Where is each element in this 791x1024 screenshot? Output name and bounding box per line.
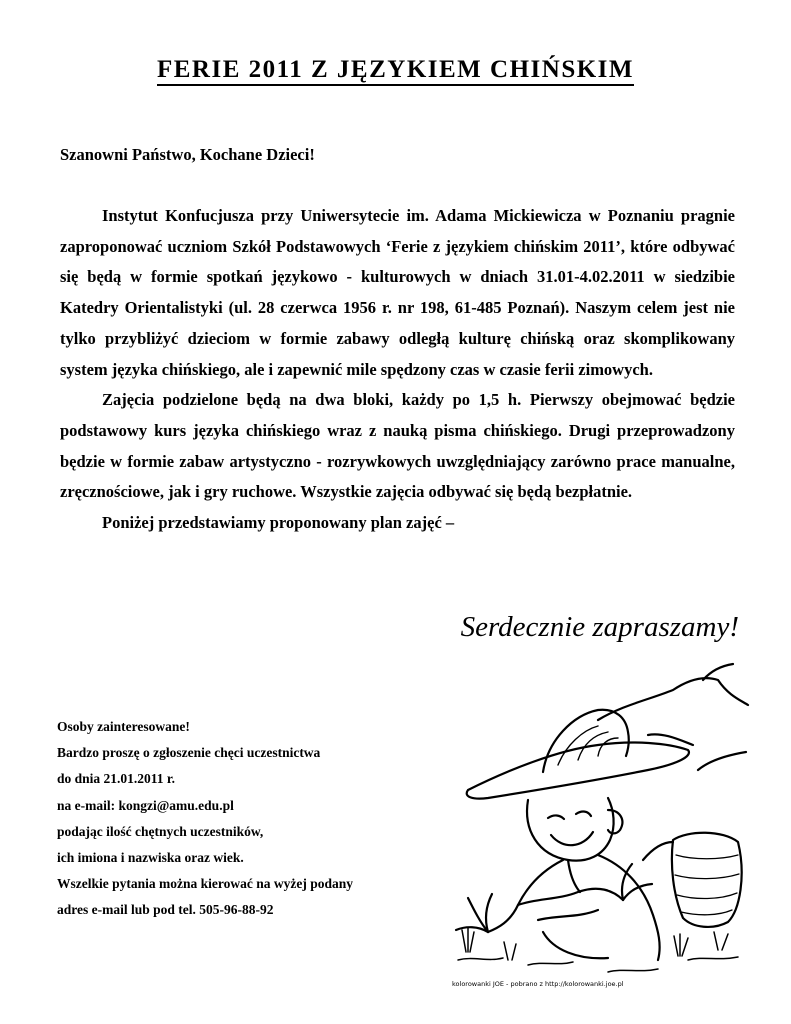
contact-line: do dnia 21.01.2011 r.	[57, 771, 176, 787]
greeting: Szanowni Państwo, Kochane Dzieci!	[60, 145, 315, 164]
document-title: FERIE 2011 Z JĘZYKIEM CHIŃSKIM	[0, 56, 791, 84]
contact-line: adres e-mail lub pod tel. 505-96-88-92	[57, 902, 274, 918]
contact-line: ich imiona i nazwiska oraz wiek.	[57, 850, 244, 866]
rice-farmer-illustration-icon	[448, 660, 753, 980]
image-credit: kolorowanki JOE - pobrano z http://kolorowanki.joe.pl	[452, 980, 624, 988]
invitation-text: Serdecznie zapraszamy!	[460, 611, 739, 643]
contact-line: Bardzo proszę o zgłoszenie chęci uczestnictwa	[57, 745, 321, 761]
paragraph-plan: Poniżej przedstawiamy proponowany plan zajęć –	[102, 513, 455, 533]
paragraph-classes: Zajęcia podzielone będą na dwa bloki, każdy po 1,5 h. Pierwszy obejmować będzie podstawowy kurs języka chińskiego wraz z nauką pisma chińskiego. Drugi przeprowadzony będzie w formie zabaw artystyczno - rozrywkowych uwzględniający zarówno prace manualne, zręcznościowe, jak i gry ruchowe. Wszystkie zajęcia odbywać się będą bezpłatnie.	[60, 390, 735, 502]
contact-line: Wszelkie pytania można kierować na wyżej podany	[57, 876, 353, 892]
contact-line: podając ilość chętnych uczestników,	[57, 823, 264, 839]
body-text	[60, 201, 735, 539]
contact-line: Osoby zainteresowane!	[57, 719, 190, 734]
contact-line: na e-mail: kongzi@amu.edu.pl	[57, 797, 234, 813]
contact-info	[57, 714, 353, 924]
paragraph-intro: Instytut Konfucjusza przy Uniwersytecie im. Adama Mickiewicza w Poznaniu pragnie zaproponować uczniom Szkół Podstawowych ‘Ferie z językiem chińskim 2011’, które odbywać się będą w formie spotkań językowo - kulturowych w dniach 31.01-4.02.2011 w siedzibie Katedry Orientalistyki (ul. 28 czerwca 1956 r. nr 198, 61-485 Poznań). Naszym celem jest nie tylko przybliżyć dzieciom w formie zabawy odległą kulturę chińską oraz skomplikowany system języka chińskiego, ale i zapewnić mile spędzony czas w czasie ferii zimowych.	[60, 206, 735, 379]
